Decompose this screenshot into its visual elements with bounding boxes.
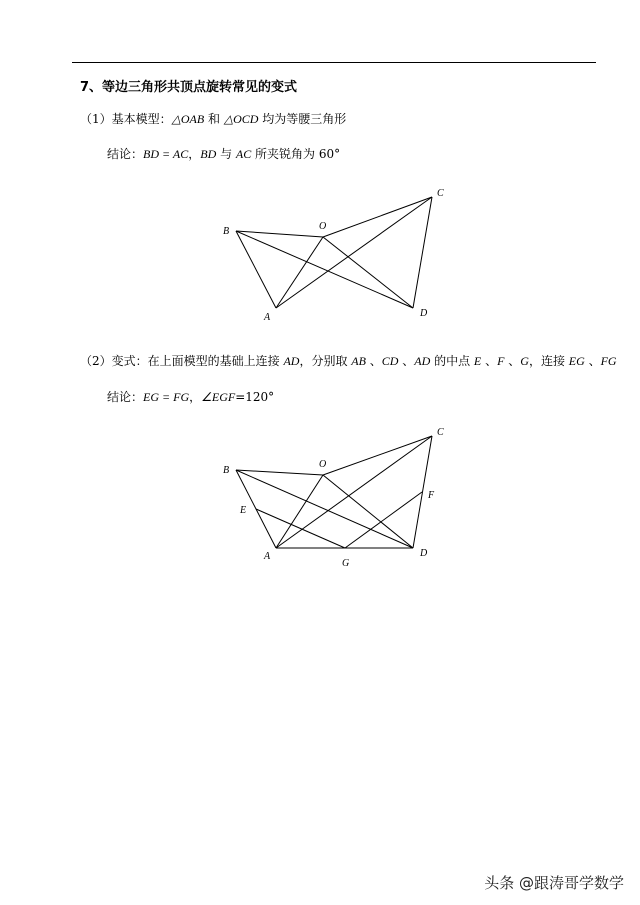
segment-od-2 [323, 475, 413, 548]
segment-fg-text: FG [600, 354, 617, 368]
watermark: 头条 @跟涛哥学数学 [484, 874, 624, 892]
segment-oa-2 [276, 475, 323, 548]
separator: 、 [481, 354, 498, 368]
variant-conclusion-line [107, 388, 274, 405]
conclusion-equation-2: EG = FG [143, 390, 190, 404]
segment-bd-2 [236, 470, 413, 548]
segment-bd [236, 231, 413, 308]
segment-od [323, 237, 413, 308]
separator: 、 [398, 354, 415, 368]
label-c-2: C [437, 427, 444, 438]
conclusion-label: 结论： [107, 147, 144, 161]
segment-ad-text-2: AD [414, 354, 431, 368]
conclusion-equation: BD = AC [143, 147, 189, 161]
variant-text-a: （2）变式：在上面模型的基础上连接 [80, 354, 284, 368]
segment-cd [413, 197, 432, 308]
segment-cd-text: CD [381, 354, 399, 368]
figure-1-labels [223, 188, 444, 323]
segment-oc-2 [323, 436, 432, 475]
separator: 、 [584, 354, 601, 368]
label-b-2: B [223, 465, 230, 476]
angle-value: =120° [235, 390, 275, 404]
separator: 、 [504, 354, 521, 368]
segment-bd: BD [200, 147, 217, 161]
comma: ， [189, 390, 202, 404]
point-e-text: E [473, 354, 482, 368]
label-a-2: A [264, 551, 271, 562]
with-text: 与 [216, 147, 236, 161]
label-f: F [428, 490, 435, 501]
label-b: B [223, 226, 230, 237]
triangle-oab: △OAB [171, 112, 205, 126]
segment-oa [276, 237, 323, 308]
label-d: D [420, 308, 428, 319]
segment-oc [323, 197, 432, 237]
segment-bo-2 [236, 470, 323, 475]
basic-model-prefix: （1）基本模型： [80, 112, 172, 126]
conclusion-label-2: 结论： [107, 390, 144, 404]
segment-eg-text: EG [568, 354, 585, 368]
segment-ac: AC [235, 147, 252, 161]
conclusion-tail: 所夹锐角为 60° [251, 147, 341, 161]
segment-ab-text: AB [351, 354, 366, 368]
segment-ba [236, 231, 276, 308]
label-d-2: D [420, 548, 428, 559]
label-a: A [264, 312, 271, 323]
point-f-text: F [497, 354, 505, 368]
label-o-2: O [319, 459, 327, 470]
segment-bo [236, 231, 323, 237]
basic-model-suffix: 均为等腰三角形 [258, 112, 347, 126]
segment-ac-2 [276, 436, 432, 548]
segment-eg [256, 509, 345, 548]
figure-1 [236, 197, 432, 308]
point-g-text: G [520, 354, 529, 368]
segment-ac [276, 197, 432, 308]
angle-egf: ∠EGF [201, 390, 236, 404]
triangle-ocd: △OCD [223, 112, 259, 126]
and-text: 和 [204, 112, 224, 126]
label-g: G [342, 558, 350, 569]
comma: ， [188, 147, 201, 161]
variant-text-b: ，分别取 [299, 354, 352, 368]
section-heading: 7、等边三角形共顶点旋转常见的变式 [80, 80, 298, 95]
separator: 、 [365, 354, 382, 368]
label-c: C [437, 188, 444, 199]
label-o: O [319, 221, 327, 232]
segment-ad-text: AD [283, 354, 300, 368]
variant-line [80, 352, 617, 369]
label-e: E [240, 505, 247, 516]
variant-text-d: ，连接 [528, 354, 569, 368]
segment-fg [345, 492, 422, 548]
variant-text-c: 的中点 [430, 354, 474, 368]
figure-2 [236, 436, 432, 548]
